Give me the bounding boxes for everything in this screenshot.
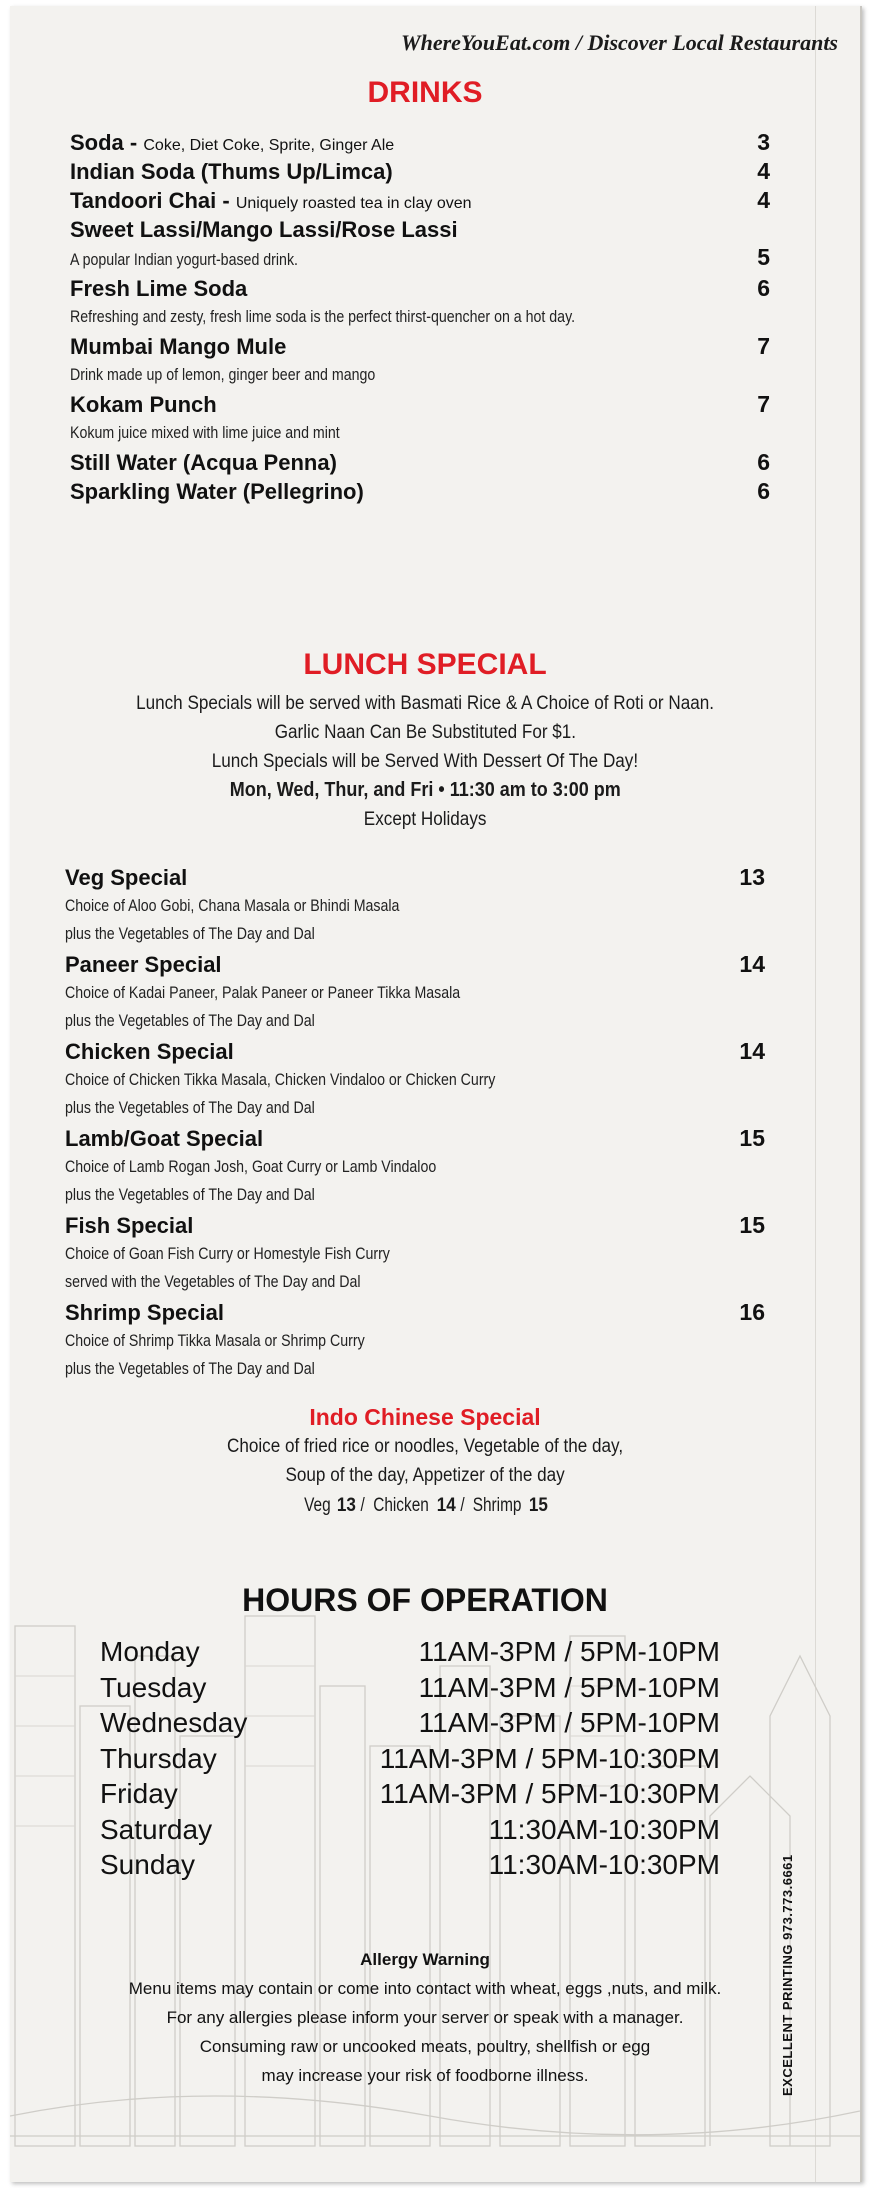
lunch-item-price: 15 (739, 1125, 765, 1151)
allergy-title: Allergy Warning (360, 1950, 490, 1969)
lunch-schedule: Mon, Wed, Thur, and Fri • 11:30 am to 3:00 pm (229, 779, 621, 801)
hours-row (100, 1776, 720, 1812)
lunch-note: Garlic Naan Can Be Substituted For $1. (274, 722, 576, 743)
drink-name: Tandoori Chai - (70, 188, 230, 213)
lunch-item-desc: Choice of Kadai Paneer, Palak Paneer or Paneer Tikka Masala (65, 984, 461, 1002)
hours-row (100, 1741, 720, 1777)
drink-name: Still Water (Acqua Penna) (70, 450, 337, 475)
hours-row (100, 1705, 720, 1741)
drink-item (70, 157, 770, 186)
indo-shrimp-price: 15 (528, 1495, 548, 1516)
lunch-item (65, 863, 765, 948)
lunch-note: Lunch Specials will be Served With Dessert Of The Day! (211, 751, 639, 772)
drink-price: 7 (757, 333, 770, 359)
hours-day: Monday (100, 1636, 200, 1667)
lunch-item-name: Paneer Special (65, 952, 222, 977)
lunch-item-name: Shrimp Special (65, 1300, 224, 1325)
lunch-item-desc: plus the Vegetables of The Day and Dal (65, 1360, 315, 1378)
lunch-item-price: 13 (739, 864, 765, 890)
drink-name: Sweet Lassi/Mango Lassi/Rose Lassi (70, 217, 458, 242)
drink-price: 3 (757, 129, 770, 155)
lunch-item-desc: Choice of Goan Fish Curry or Homestyle Fish Curry (65, 1245, 390, 1263)
hours-time: 11:30AM-10:30PM (488, 1849, 720, 1880)
drink-item (70, 477, 770, 506)
hours-row (100, 1670, 720, 1706)
drink-price: 6 (757, 275, 770, 301)
drink-item (70, 215, 770, 274)
hours-row (100, 1847, 720, 1883)
drink-name: Indian Soda (Thums Up/Limca) (70, 159, 393, 184)
lunch-item-name: Fish Special (65, 1213, 194, 1238)
lunch-item-desc: plus the Vegetables of The Day and Dal (65, 1012, 315, 1030)
drink-inline-desc: Uniquely roasted tea in clay oven (235, 195, 472, 212)
lunch-item-name: Chicken Special (65, 1039, 234, 1064)
printer-credit: EXCELLENT PRINTING 973.773.6661 (780, 1854, 795, 2096)
drink-item (70, 274, 770, 331)
lunch-item-desc: plus the Vegetables of The Day and Dal (65, 1186, 315, 1204)
menu-page (10, 6, 862, 2182)
indo-chinese-title: Indo Chinese Special (309, 1404, 541, 1430)
drink-name: Fresh Lime Soda (70, 276, 248, 301)
drink-item (70, 128, 770, 160)
drink-price: 7 (757, 391, 770, 417)
site-header: WhereYouEat.com / Discover Local Restaurants (401, 30, 838, 55)
lunch-item (65, 1124, 765, 1209)
lunch-item-name: Lamb/Goat Special (65, 1126, 264, 1151)
hours-day: Wednesday (100, 1707, 248, 1738)
indo-desc: Soup of the day, Appetizer of the day (285, 1465, 565, 1486)
lunch-item-price: 15 (739, 1212, 765, 1238)
lunch-item-name: Veg Special (65, 865, 188, 890)
drink-desc: Drink made up of lemon, ginger beer and mango (70, 366, 376, 384)
hours-time: 11AM-3PM / 5PM-10:30PM (379, 1742, 720, 1774)
lunch-item-price: 14 (739, 1038, 765, 1064)
hours-day: Saturday (100, 1813, 213, 1845)
drink-item (70, 448, 770, 477)
indo-veg-label: Veg (303, 1495, 331, 1516)
hours-time: 11AM-3PM / 5PM-10:30PM (379, 1778, 720, 1809)
drink-inline-desc: Coke, Diet Coke, Sprite, Ginger Ale (143, 137, 395, 154)
lunch-item (65, 1037, 765, 1122)
allergy-line: For any allergies please inform your server or speak with a manager. (166, 2008, 684, 2027)
lunch-item-price: 14 (739, 951, 765, 977)
indo-desc: Choice of fried rice or noodles, Vegetable of the day, (226, 1436, 624, 1457)
hours-time: 11AM-3PM / 5PM-10PM (418, 1707, 720, 1738)
drink-name: Mumbai Mango Mule (70, 334, 287, 359)
indo-chicken-price: 14 (436, 1495, 456, 1516)
lunch-item-desc: Choice of Lamb Rogan Josh, Goat Curry or Lamb Vindaloo (65, 1158, 437, 1176)
drink-item (70, 390, 770, 447)
drink-desc: A popular Indian yogurt-based drink. (70, 251, 298, 269)
hours-day: Tuesday (100, 1671, 207, 1703)
allergy-line: Menu items may contain or come into contact with wheat, eggs ,nuts, and milk. (128, 1979, 722, 1998)
hours-time: 11AM-3PM / 5PM-10PM (418, 1671, 720, 1703)
drink-name: Sparkling Water (Pellegrino) (70, 479, 364, 504)
lunch-item-desc: plus the Vegetables of The Day and Dal (65, 925, 315, 943)
drink-price: 4 (757, 187, 770, 213)
lunch-item (65, 1211, 765, 1296)
indo-shrimp-label: Shrimp (472, 1495, 522, 1516)
lunch-item-price: 16 (739, 1299, 765, 1325)
hours-row (100, 1634, 720, 1670)
hours-table (100, 1634, 720, 1883)
allergy-line: Consuming raw or uncooked meats, poultry, shellfish or egg (199, 2037, 651, 2056)
hours-day: Friday (100, 1778, 178, 1809)
drinks-title: DRINKS (367, 76, 483, 109)
indo-veg-price: 13 (336, 1495, 356, 1516)
lunch-item-desc: served with the Vegetables of The Day and Dal (65, 1273, 361, 1291)
drink-name: Kokam Punch (70, 392, 217, 417)
drink-item (70, 186, 770, 218)
drink-name: Soda - (70, 130, 138, 155)
drink-item (70, 332, 770, 389)
indo-sep: / (460, 1495, 465, 1516)
hours-time: 11AM-3PM / 5PM-10PM (418, 1636, 720, 1667)
lunch-except: Except Holidays (363, 809, 487, 830)
drink-price: 6 (757, 478, 770, 504)
lunch-title: LUNCH SPECIAL (303, 648, 547, 681)
lunch-item (65, 950, 765, 1035)
lunch-note: Lunch Specials will be served with Basmati Rice & A Choice of Roti or Naan. (136, 693, 714, 714)
lunch-item (65, 1298, 765, 1383)
lunch-item-desc: Choice of Shrimp Tikka Masala or Shrimp Curry (65, 1332, 365, 1350)
hours-time: 11:30AM-10:30PM (488, 1813, 720, 1845)
hours-row (100, 1812, 720, 1848)
indo-prices (10, 1491, 840, 1520)
lunch-item-desc: Choice of Aloo Gobi, Chana Masala or Bhindi Masala (65, 897, 400, 915)
indo-sep: / (360, 1495, 365, 1516)
hours-day: Thursday (100, 1742, 217, 1774)
drink-desc: Refreshing and zesty, fresh lime soda is the perfect thirst-quencher on a hot day. (70, 308, 576, 326)
drink-price: 4 (757, 158, 770, 184)
indo-chicken-label: Chicken (372, 1495, 429, 1516)
drink-price: 6 (757, 449, 770, 475)
drink-price: 5 (757, 244, 770, 270)
hours-title: HOURS OF OPERATION (242, 1582, 608, 1618)
drink-desc: Kokum juice mixed with lime juice and mint (70, 424, 340, 442)
lunch-item-desc: plus the Vegetables of The Day and Dal (65, 1099, 315, 1117)
lunch-item-desc: Choice of Chicken Tikka Masala, Chicken Vindaloo or Chicken Curry (65, 1071, 496, 1089)
allergy-line: may increase your risk of foodborne illness. (261, 2066, 589, 2085)
hours-day: Sunday (100, 1849, 195, 1880)
